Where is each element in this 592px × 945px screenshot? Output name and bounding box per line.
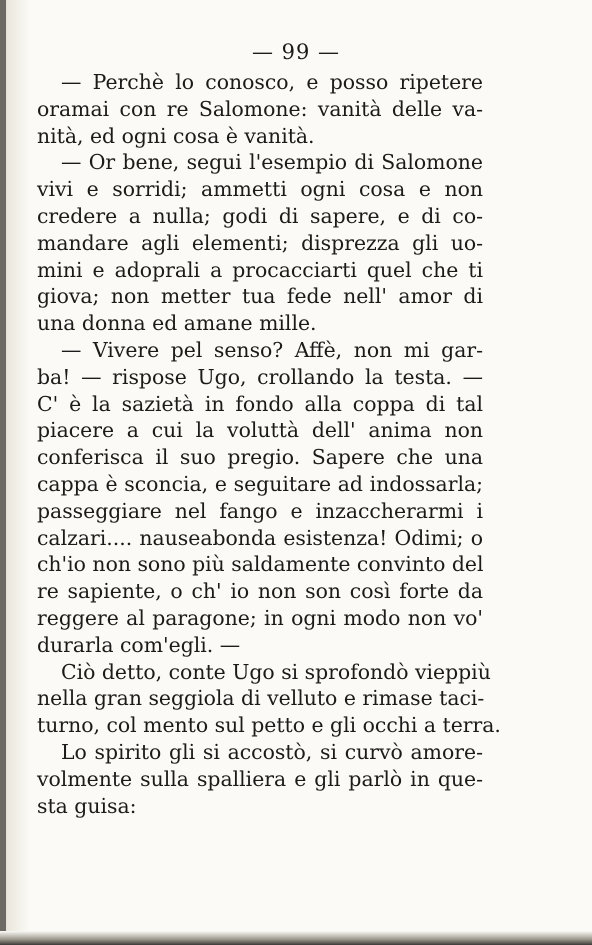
text-line: re sapiente, o ch' io non son così forte da [37,579,483,604]
text-line: — Or bene, segui l'esempio di Salomone [61,150,483,175]
paragraph [37,739,483,819]
text-line: C' è la sazietà in fondo alla coppa di tal [37,391,483,416]
text-line: nità, ed ogni cosa è vanità. [37,123,315,148]
paragraph [37,337,483,659]
text-line: calzari.... nauseabonda esistenza! Odimi; o [37,525,483,550]
text-line: una donna ed amane mille. [37,311,317,336]
body-text [37,69,501,819]
text-line: Lo spirito gli si accostò, si curvò amore- [61,739,483,764]
text-line: durarla com'egli. — [37,632,241,657]
text-line: — Perchè lo conosco, e posso ripetere [61,70,483,94]
text-line: sta guisa: [37,793,137,818]
text-line: Ciò detto, conte Ugo si sprofondò vieppiù [61,659,491,684]
paragraph [37,659,501,739]
page-number: — 99 — [251,40,341,64]
text-line: mandare agli elementi; disprezza gli uo- [37,230,483,255]
text-line: cappa è sconcia, e seguitare ad indossarla; [37,471,483,496]
paragraph [37,69,483,149]
text-line: passeggiare nel fango e inzaccherarmi i [37,498,483,523]
text-line: nella gran seggiola di velluto e rimase taci- [37,686,485,711]
paragraph [37,149,483,337]
text-line: volmente sulla spalliera e gli parlò in que- [37,766,483,791]
text-line: ch'io non sono più saldamente convinto del [37,552,484,577]
text-line: — Vivere pel senso? Affè, non mi gar- [61,337,483,362]
text-line: turno, col mento sul petto e gli occhi a terra. [37,713,501,738]
page-bottom-edge [0,931,592,945]
text-line: vivi e sorridi; ammetti ogni cosa e non [37,177,483,202]
text-line: mini e adoprali a procacciarti quel che ti [37,257,483,282]
text-line: reggere al paragone; in ogni modo non vo' [37,605,483,630]
page-spine-shadow [0,0,6,945]
text-line: giova; non metter tua fede nell' amor di [37,284,483,309]
text-line: oramai con re Salomone: vanità delle va- [37,96,483,121]
text-line: piacere a cui la voluttà dell' anima non [37,418,483,443]
text-line: conferisca il suo pregio. Sapere che una [37,445,483,470]
text-line: credere a nulla; godi di sapere, e di co- [37,203,483,228]
text-line: ba! — rispose Ugo, crollando la testa. — [37,364,483,389]
